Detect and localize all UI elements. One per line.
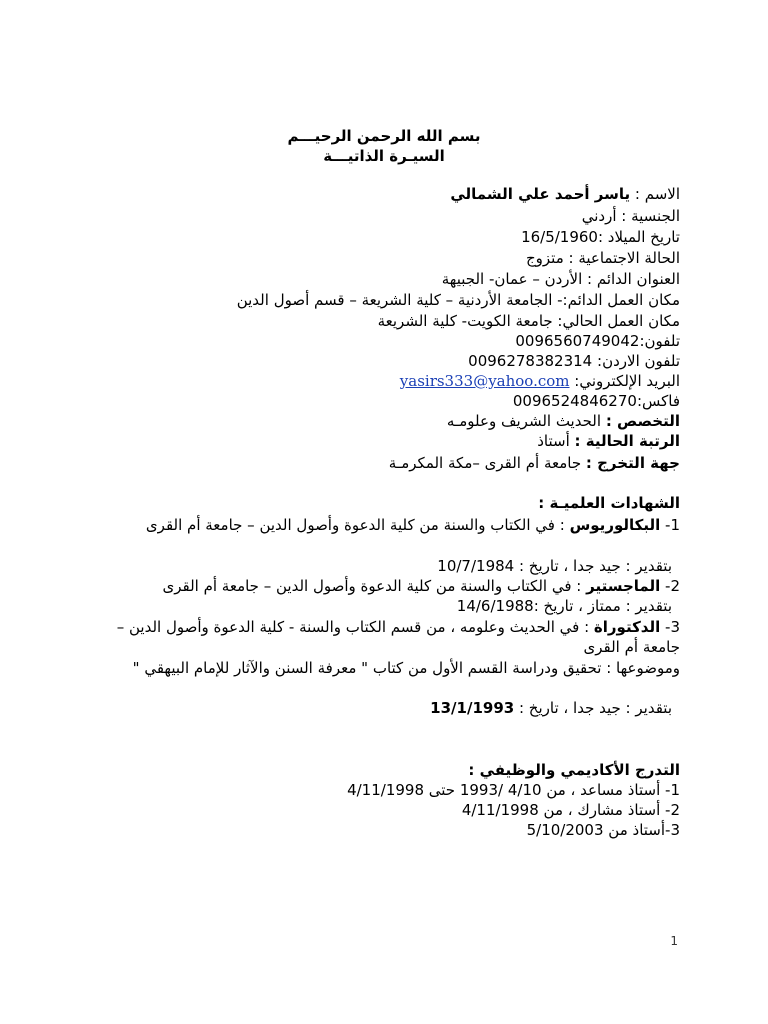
career-item-3 [527,820,680,840]
master-grade-row [457,596,672,616]
birth-row [521,227,680,247]
career-heading: التدرج الأكاديمي والوظيفي : [468,761,680,779]
phd-grade: بتقدير : جيد جدا ، تاريخ : [518,699,672,717]
career-item-2 [462,800,680,820]
career-item-1-text: أستاذ مساعد ، من [546,781,661,799]
permanent-address: العنوان الدائم : الأردن – عمان- الجبيهة [441,270,680,288]
master-date: 14/6/1988 [456,597,534,615]
page-number: 1 [670,934,678,948]
fax-label: فاكس: [636,392,680,410]
current-work: مكان العمل الحالي: جامعة الكويت- كلية الشريعة [377,312,680,330]
permanent-work: مكان العمل الدائم:- الجامعة الأردنية – كلية الشريعة – قسم أصول الدين [236,291,680,309]
specialty-row [447,411,680,431]
name-label: الاسم : [634,185,680,203]
bachelor-grade-row [437,556,672,576]
phd-topic: وموضوعها : تحقيق ودراسة القسم الأول من كتاب " معرفة السنن والآثار للإمام البيهقي " [132,659,680,677]
birth-label: تاريخ الميلاد : [597,228,680,246]
phd-grade-row [430,698,672,718]
birth-value: 16/5/1960 [521,228,598,246]
email-row [400,371,680,391]
degrees-heading: الشهادات العلميـة : [538,494,680,512]
jordan-phone-label: تلفون الاردن: [597,352,680,370]
master-label: الماجستير [586,577,661,595]
email-link[interactable]: yasirs333@yahoo.com [399,372,570,390]
career-item-2-text: أستاذ مشارك ، من [543,801,661,819]
phd-row [76,617,680,657]
master-grade: بتقدير : ممتاز ، تاريخ : [533,597,672,615]
jordan-phone-value: 0096278382314 [468,352,593,370]
name-row [450,184,680,204]
phd-text: : في الحديث وعلومه ، من قسم الكتاب والسنة - كلية الدعوة وأصول الدين – جامعة أم القرى [116,618,680,656]
jordan-phone-row [468,351,680,371]
specialty-value: الحديث الشريف وعلومـه [446,412,602,430]
email-label: البريد الإلكتروني: [574,372,680,390]
career-item-1-num: 1- [665,781,680,799]
bachelor-date: 10/7/1984 [437,557,515,575]
graduation-row [389,453,680,473]
career-item-2-date: 4/11/1998 [461,801,539,819]
career-item-3-text: أستاذ من [608,821,666,839]
document-title: السيـرة الذاتيـــة [323,147,445,165]
fax-value: 0096524846270 [512,392,637,410]
bachelor-grade: بتقدير : جيد جدا ، تاريخ : [518,557,672,575]
phd-label: الدكتوراة [593,618,661,636]
career-item-3-date: 5/10/2003 [526,821,604,839]
career-item-2-num: 2- [665,801,680,819]
basmala: بسم الله الرحمن الرحيـــم [287,127,481,145]
master-row [162,576,680,596]
career-item-3-num: 3- [665,821,680,839]
graduation-label: جهة التخرج : [585,454,680,472]
master-text: : في الكتاب والسنة من كلية الدعوة وأصول الدين – جامعة أم القرى [162,577,582,595]
phone-value: 0096560749042 [515,332,640,350]
career-item-1-dates: 4/10 /1993 حتى 4/11/1998 [347,781,542,799]
bachelor-label: البكالوريوس [569,516,661,534]
phone-label: تلفون: [639,332,680,350]
bachelor-text: : في الكتاب والسنة من كلية الدعوة وأصول الدين – جامعة أم القرى [145,516,565,534]
rank-row [537,431,680,451]
bachelor-num: 1- [665,516,680,534]
name-value: ياسر أحمد علي الشمالي [450,185,631,203]
career-item-1 [347,780,680,800]
fax-row [513,391,680,411]
bachelor-row [76,515,680,535]
rank-value: أستاذ [537,432,570,450]
graduation-value: جامعة أم القرى –مكة المكرمـة [388,454,582,472]
specialty-label: التخصص : [605,412,680,430]
phd-num: 3- [665,618,680,636]
master-num: 2- [665,577,680,595]
rank-label: الرتبة الحالية : [574,432,680,450]
phd-date: 13/1/1993 [430,699,515,717]
phone-row [515,331,680,351]
marital-status: الحالة الاجتماعية : متزوج [525,249,680,267]
nationality: الجنسية : أردني [581,207,680,225]
